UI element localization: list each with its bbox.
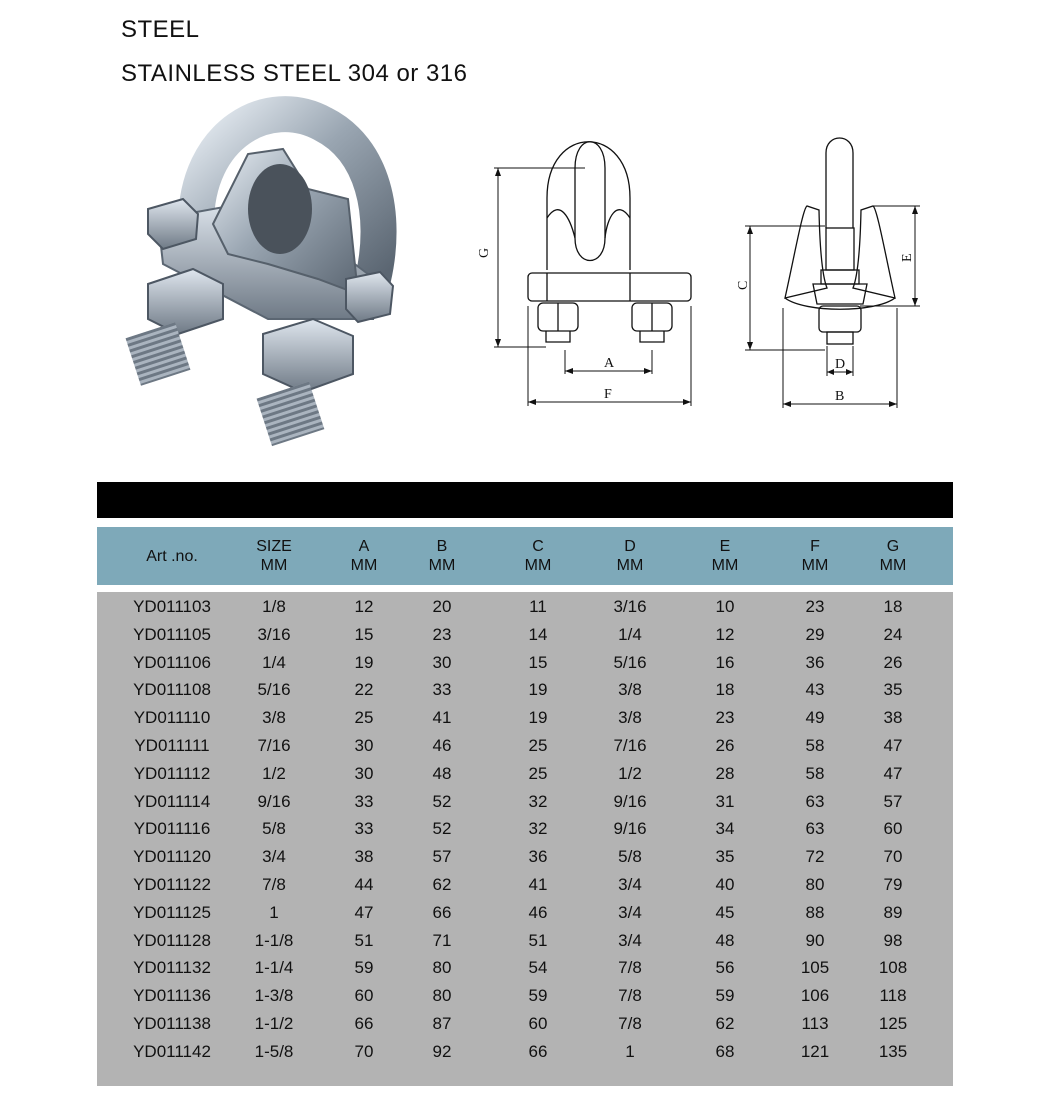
wire-rope-clip-photo	[118, 104, 418, 449]
cell-f: 29	[805, 624, 825, 644]
header-b-unit: MM	[428, 557, 456, 574]
table-row	[97, 1042, 953, 1066]
cell-e: 26	[715, 736, 735, 755]
cell-c: 36	[528, 847, 548, 867]
cell-a: 19	[354, 652, 374, 672]
cell-size: 3/8	[262, 708, 286, 728]
cell-b: 80	[432, 986, 452, 1006]
table-row	[97, 792, 953, 816]
cell-d: 1/2	[618, 763, 642, 783]
cell-size: 9/16	[257, 791, 291, 811]
cell-e: 56	[715, 958, 735, 978]
header-c-unit: MM	[524, 557, 552, 574]
cell-b: 92	[432, 1041, 452, 1061]
cell-d: 9/16	[613, 791, 647, 811]
cell-c: 66	[528, 1041, 548, 1061]
cell-art-no: YD011103	[133, 597, 211, 616]
cell-c: 15	[528, 652, 548, 672]
cell-size: 7/16	[257, 736, 291, 755]
cell-b: 80	[432, 958, 452, 978]
table-row	[97, 875, 953, 899]
cell-a: 59	[354, 958, 374, 978]
cell-f: 88	[805, 902, 825, 922]
cell-f: 113	[801, 1014, 829, 1033]
cell-g: 47	[883, 763, 903, 783]
cell-d: 7/16	[613, 736, 647, 755]
cell-art-no: YD011136	[133, 986, 211, 1006]
cell-c: 11	[529, 597, 547, 616]
cell-size: 3/4	[262, 847, 286, 867]
cell-b: 48	[432, 763, 452, 783]
cell-f: 43	[805, 680, 825, 700]
cell-d: 1	[625, 1041, 635, 1061]
cell-art-no: YD011112	[133, 763, 211, 783]
cell-d: 9/16	[613, 819, 647, 839]
header-size-label: SIZE	[256, 538, 292, 555]
cell-art-no: YD011114	[133, 791, 211, 811]
label-a: A	[604, 356, 615, 371]
cell-f: 49	[805, 708, 825, 728]
cell-f: 121	[800, 1041, 830, 1061]
cell-d: 3/4	[618, 902, 642, 922]
cell-a: 22	[354, 680, 374, 700]
label-f: F	[604, 387, 612, 402]
cell-g: 118	[879, 986, 907, 1006]
table-body	[97, 592, 953, 1086]
cell-e: 68	[715, 1041, 735, 1061]
header-d-unit: MM	[616, 557, 644, 574]
table-row	[97, 931, 953, 955]
cell-f: 80	[805, 875, 825, 894]
table-row	[97, 708, 953, 732]
cell-f: 63	[805, 791, 825, 811]
cell-c: 46	[528, 902, 548, 922]
heading-steel: STEEL	[121, 16, 200, 43]
header-g	[838, 537, 948, 575]
cell-d: 1/4	[618, 624, 642, 644]
table-row	[97, 903, 953, 927]
cell-d: 7/8	[618, 986, 642, 1006]
cell-f: 23	[805, 597, 825, 616]
cell-e: 45	[715, 902, 735, 922]
header-e-label: E	[719, 538, 731, 555]
cell-e: 12	[715, 624, 735, 644]
header-g-label: G	[886, 538, 900, 555]
label-e: E	[900, 253, 915, 262]
cell-d: 3/8	[618, 680, 642, 700]
table-row	[97, 597, 953, 621]
cell-c: 32	[528, 819, 548, 839]
cell-b: 52	[432, 791, 452, 811]
cell-c: 60	[528, 1014, 548, 1033]
table-header	[97, 527, 953, 585]
cell-art-no: YD011132	[133, 958, 211, 978]
cell-b: 46	[432, 736, 452, 755]
cell-e: 10	[715, 597, 735, 616]
cell-b: 41	[432, 708, 452, 728]
cell-b: 57	[432, 847, 452, 867]
cell-e: 18	[715, 680, 735, 700]
cell-a: 25	[354, 708, 374, 728]
cell-g: 125	[878, 1014, 908, 1033]
cell-b: 33	[432, 680, 452, 700]
cell-g: 79	[883, 875, 903, 894]
cell-a: 60	[354, 986, 374, 1006]
cell-a: 47	[354, 902, 374, 922]
cell-a: 33	[354, 791, 374, 811]
header-size-unit: MM	[260, 557, 288, 574]
cell-b: 23	[432, 624, 452, 644]
cell-g: 108	[878, 958, 908, 978]
cell-d: 3/16	[613, 597, 647, 616]
cell-g: 24	[883, 624, 903, 644]
cell-b: 87	[432, 1014, 452, 1033]
cell-c: 25	[528, 736, 548, 755]
table-row	[97, 958, 953, 982]
cell-size: 1-1/4	[254, 958, 294, 978]
label-g: G	[477, 247, 492, 258]
table-row	[97, 764, 953, 788]
cell-f: 58	[805, 763, 825, 783]
cell-size: 1-1/8	[254, 930, 294, 950]
header-art-no-label: Art .no.	[146, 548, 198, 565]
cell-d: 5/8	[618, 847, 642, 867]
cell-e: 28	[715, 763, 735, 783]
cell-c: 41	[528, 875, 548, 894]
cell-d: 3/8	[618, 708, 642, 728]
cell-art-no: YD011111	[134, 736, 210, 755]
cell-g: 47	[883, 736, 903, 755]
cell-c: 25	[528, 763, 548, 783]
table-row	[97, 736, 953, 760]
cell-c: 19	[528, 708, 548, 728]
cell-e: 35	[715, 847, 735, 867]
cell-g: 38	[883, 708, 903, 728]
cell-size: 3/16	[257, 624, 291, 644]
header-f-label: F	[810, 538, 820, 555]
cell-f: 106	[800, 986, 830, 1006]
table-row	[97, 625, 953, 649]
table-row	[97, 1014, 953, 1038]
label-d: D	[835, 357, 846, 372]
cell-b: 30	[432, 652, 452, 672]
cell-art-no: YD011122	[133, 875, 211, 894]
cell-b: 52	[432, 819, 452, 839]
cell-art-no: YD011106	[133, 652, 211, 672]
cell-e: 16	[715, 652, 735, 672]
cell-d: 7/8	[618, 958, 642, 978]
cell-a: 33	[354, 819, 374, 839]
cell-art-no: YD011125	[133, 902, 211, 922]
cell-g: 57	[883, 791, 903, 811]
cell-d: 5/16	[613, 652, 647, 672]
cell-g: 89	[883, 902, 903, 922]
cell-e: 48	[715, 930, 735, 950]
cell-e: 23	[715, 708, 735, 728]
cell-e: 59	[715, 986, 735, 1006]
heading-stainless-steel: STAINLESS STEEL 304 or 316	[121, 60, 468, 87]
cell-g: 135	[878, 1041, 908, 1061]
label-c: C	[736, 280, 751, 290]
header-c-label: C	[532, 538, 544, 555]
cell-g: 35	[883, 680, 903, 700]
cell-size: 7/8	[262, 875, 286, 894]
table-row	[97, 653, 953, 677]
cell-art-no: YD011116	[133, 819, 211, 839]
cell-size: 1/2	[262, 763, 286, 783]
cell-g: 70	[883, 847, 903, 867]
cell-art-no: YD011138	[133, 1014, 211, 1033]
cell-a: 44	[354, 875, 374, 894]
cell-c: 32	[528, 791, 548, 811]
cell-c: 14	[528, 624, 548, 644]
cell-c: 54	[528, 958, 548, 978]
table-row	[97, 680, 953, 704]
cell-size: 1-3/8	[254, 986, 294, 1006]
cell-c: 51	[528, 930, 548, 950]
header-d-label: D	[624, 538, 636, 555]
cell-f: 58	[805, 736, 825, 755]
header-a-unit: MM	[350, 557, 378, 574]
cell-c: 19	[528, 680, 548, 700]
cell-art-no: YD011105	[133, 624, 211, 644]
header-e-unit: MM	[711, 557, 739, 574]
cell-g: 18	[883, 597, 903, 616]
header-g-unit: MM	[879, 557, 907, 574]
cell-d: 3/4	[618, 875, 642, 894]
cell-e: 40	[715, 875, 735, 894]
cell-art-no: YD011108	[133, 680, 211, 700]
cell-a: 30	[354, 763, 374, 783]
cell-e: 31	[715, 791, 735, 811]
cell-art-no: YD011128	[133, 930, 211, 950]
cell-size: 1	[269, 902, 279, 922]
cell-a: 51	[354, 930, 374, 950]
header-a-label: A	[358, 538, 370, 555]
label-b: B	[835, 389, 845, 404]
header-f-unit: MM	[801, 557, 829, 574]
cell-g: 26	[883, 652, 903, 672]
cell-art-no: YD011142	[133, 1041, 211, 1061]
cell-g: 98	[883, 930, 903, 950]
header-d	[575, 537, 685, 575]
front-view-drawing	[477, 128, 700, 418]
cell-d: 7/8	[618, 1014, 642, 1033]
cell-art-no: YD011120	[133, 847, 211, 867]
table-title-bar	[97, 482, 953, 518]
cell-b: 62	[432, 875, 452, 894]
cell-g: 60	[883, 819, 903, 839]
cell-size: 1-5/8	[254, 1041, 294, 1061]
table-row	[97, 819, 953, 843]
cell-size: 5/16	[257, 680, 291, 700]
cell-f: 105	[800, 958, 830, 978]
cell-a: 66	[354, 1014, 374, 1033]
cell-a: 30	[354, 736, 374, 755]
header-b-label: B	[436, 538, 448, 555]
cell-e: 34	[715, 819, 735, 839]
cell-f: 90	[805, 930, 825, 950]
cell-b: 66	[432, 902, 452, 922]
cell-c: 59	[528, 986, 548, 1006]
cell-f: 36	[805, 652, 825, 672]
cell-f: 72	[805, 847, 825, 867]
table-row	[97, 986, 953, 1010]
header-art-no	[117, 547, 227, 566]
cell-art-no: YD011110	[133, 708, 211, 728]
cell-d: 3/4	[618, 930, 642, 950]
cell-size: 1/4	[262, 652, 286, 672]
cell-b: 20	[432, 597, 452, 616]
cell-e: 62	[715, 1014, 735, 1033]
side-view-drawing	[735, 128, 925, 418]
cell-a: 38	[354, 847, 374, 867]
cell-size: 1-1/2	[254, 1014, 294, 1033]
cell-b: 71	[432, 930, 452, 950]
cell-size: 5/8	[262, 819, 286, 839]
cell-a: 15	[354, 624, 374, 644]
cell-a: 70	[354, 1041, 374, 1061]
cell-f: 63	[805, 819, 825, 839]
cell-size: 1/8	[262, 597, 286, 616]
header-b	[387, 537, 497, 575]
cell-a: 12	[354, 597, 374, 616]
table-row	[97, 847, 953, 871]
